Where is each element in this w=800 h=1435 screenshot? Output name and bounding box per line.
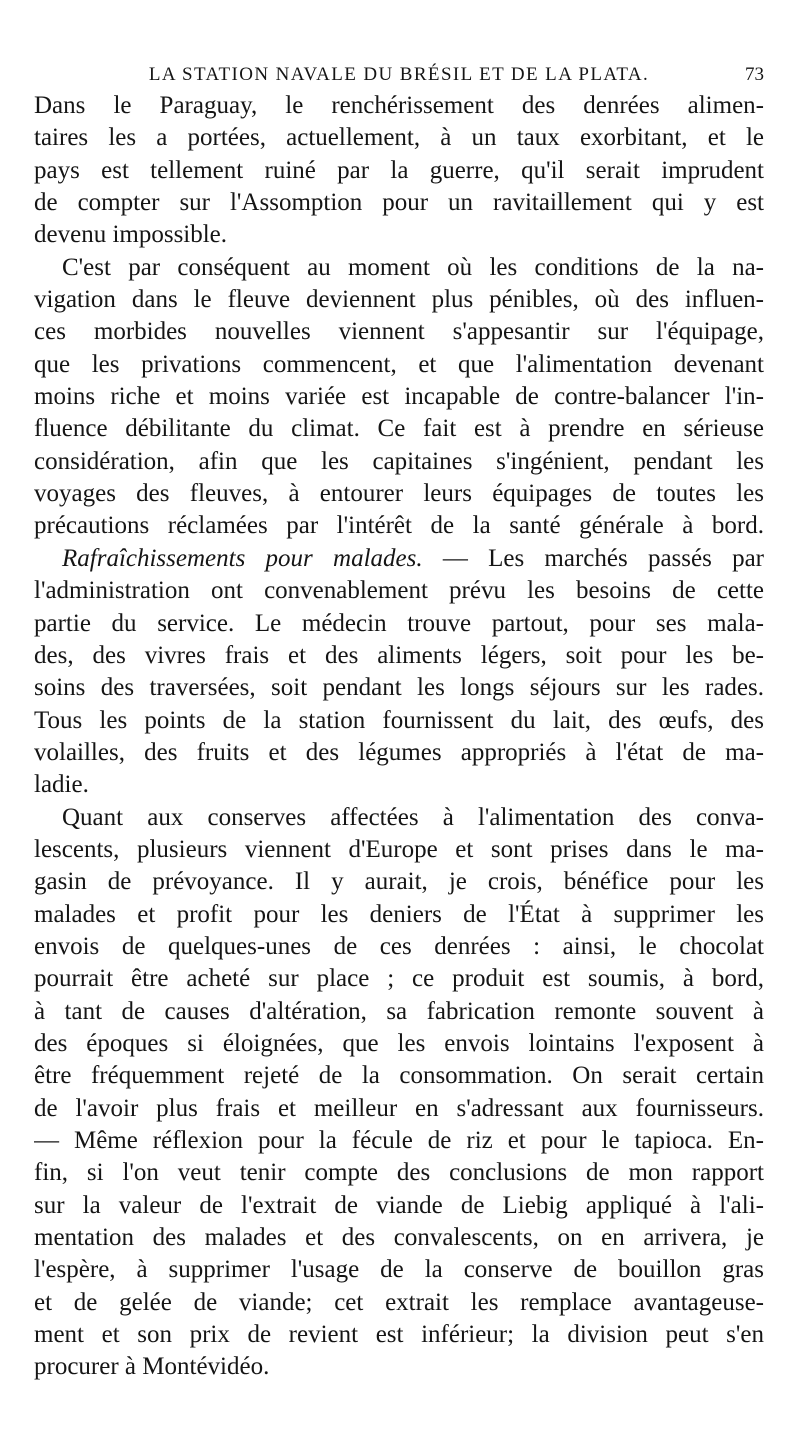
text-line: considération, afin que les capitaines s'ingénient, pendant les xyxy=(34,447,764,475)
text-line: voyages des fleuves, à entourer leurs équipages de toutes les xyxy=(34,480,764,508)
text-line: pays est tellement ruiné par la guerre, qu'il serait imprudent xyxy=(34,156,764,184)
text-line: soins des traversées, soit pendant les longs séjours sur les rades. xyxy=(34,674,764,702)
text-line: pourrait être acheté sur place ; ce produit est soumis, à bord, xyxy=(34,965,764,993)
text-line: malades et profit pour les deniers de l'État à supprimer les xyxy=(34,900,764,928)
text-line: précautions réclamées par l'intérêt de la santé générale à bord. xyxy=(34,512,764,540)
text-line: des, des vivres frais et des aliments légers, soit pour les be- xyxy=(34,641,764,669)
text-line: et de gelée de viande; cet extrait les remplace avantageuse- xyxy=(34,1288,764,1316)
text-line: fluence débilitante du climat. Ce fait est à prendre en sérieuse xyxy=(34,415,764,443)
text-line: Tous les points de la station fournissent du lait, des œufs, des xyxy=(34,706,764,734)
text-line: devenu impossible. xyxy=(34,221,228,249)
text-line: à tant de causes d'altération, sa fabrication remonte souvent à xyxy=(34,997,764,1025)
section-heading-italic: Rafraîchissements pour malades. xyxy=(62,544,423,572)
text-line: ladie. xyxy=(34,771,89,799)
text-line-content: — Les marchés passés par xyxy=(422,544,764,572)
text-line xyxy=(34,543,764,575)
text-line xyxy=(34,252,764,284)
text-line: moins riche et moins variée est incapable de contre-balancer l'in- xyxy=(34,383,764,411)
running-title: LA STATION NAVALE DU BRÉSIL ET DE LA PLATA. xyxy=(148,64,650,85)
text-line: fin, si l'on veut tenir compte des conclusions de mon rapport xyxy=(34,1159,764,1187)
text-line: ment et son prix de revient est inférieur; la division peut s'en xyxy=(34,1321,764,1349)
text-line: l'espère, à supprimer l'usage de la conserve de bouillon gras xyxy=(34,1256,764,1284)
text-line: partie du service. Le médecin trouve partout, pour ses mala- xyxy=(34,609,764,637)
text-line: l'administration ont convenablement prévu les besoins de cette xyxy=(34,577,764,605)
text-line xyxy=(34,802,764,834)
text-line: être fréquemment rejeté de la consommation. On serait certain xyxy=(34,1062,764,1090)
text-line: des époques si éloignées, que les envois lointains l'exposent à xyxy=(34,1029,764,1057)
text-line-content: C'est par conséquent au moment où les conditions de la na- xyxy=(62,253,764,281)
text-line: Dans le Paraguay, le renchérissement des denrées alimen- xyxy=(34,92,764,119)
text-line: volailles, des fruits et des légumes appropriés à l'état de ma- xyxy=(34,738,764,766)
running-head xyxy=(34,60,764,90)
body-text xyxy=(34,90,764,1384)
text-line: lescents, plusieurs viennent d'Europe et sont prises dans le ma- xyxy=(34,835,764,863)
text-line: ces morbides nouvelles viennent s'appesantir sur l'équipage, xyxy=(34,318,764,346)
text-line: sur la valeur de l'extrait de viande de Liebig appliqué à l'ali- xyxy=(34,1191,764,1219)
text-line: vigation dans le fleuve deviennent plus pénibles, où des influen- xyxy=(34,286,764,314)
text-line: mentation des malades et des convalescents, on en arrivera, je xyxy=(34,1224,764,1252)
text-line: que les privations commencent, et que l'alimentation devenant xyxy=(34,350,764,378)
text-line-content: Quant aux conserves affectées à l'alimentation des conva- xyxy=(62,803,764,831)
text-line: gasin de prévoyance. Il y aurait, je crois, bénéfice pour les xyxy=(34,868,764,896)
text-line: taires les a portées, actuellement, à un taux exorbitant, et le xyxy=(34,124,764,152)
text-line: de l'avoir plus frais et meilleur en s'adressant aux fournisseurs. xyxy=(34,1094,764,1122)
text-line: — Même réflexion pour la fécule de riz et pour le tapioca. En- xyxy=(34,1127,764,1154)
page-number: 73 xyxy=(745,64,764,85)
text-line: envois de quelques-unes de ces denrées : ainsi, le chocolat xyxy=(34,932,764,960)
text-line: de compter sur l'Assomption pour un ravitaillement qui y est xyxy=(34,189,764,217)
text-line: procurer à Montévidéo. xyxy=(34,1353,270,1381)
